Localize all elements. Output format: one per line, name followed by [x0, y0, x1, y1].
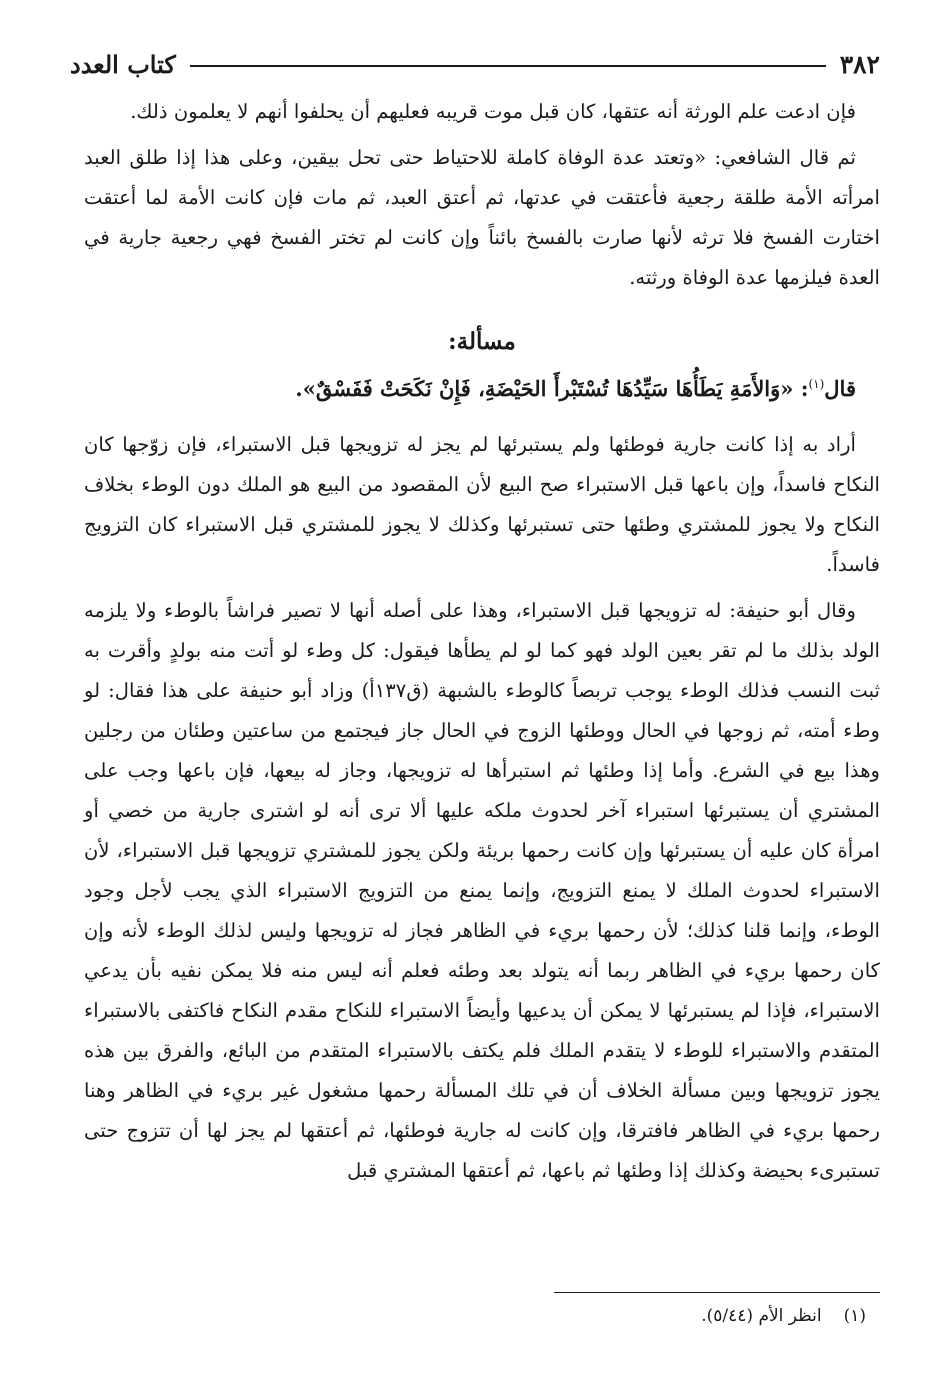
- page-number: ٣٨٢: [839, 49, 880, 79]
- paragraph-1: فإن ادعت علم الورثة أنه عتقها، كان قبل موت قريبه فعليهم أن يحلفوا أنهم لا يعلمون ذلك.: [130, 100, 856, 123]
- quote-prefix: قال: [824, 376, 856, 401]
- page-header: [70, 46, 880, 82]
- quote-body: : «وَالأَمَةِ يَطَأُهَا سَيِّدُهَا تُسْتَبْرأَ الحَيْضَةِ، فَإِنْ نَكَحَتْ فَفَسْقٌ».: [295, 376, 809, 401]
- footnote-number: (١): [843, 1306, 866, 1326]
- section-heading: مسألة:: [448, 328, 516, 355]
- paragraph-2: ثم قال الشافعي: «وتعتد عدة الوفاة كاملة للاحتياط حتى تحل بيقين، وعلى هذا إذا طلق العبد امرأته الأمة طلقة رجعية فأعتقت في عدتها، ثم أعتق العبد، ثم مات فإن كانت الأمة لما أعتقت اختارت الفسخ فلا ترثه لأنها صارت بالفسخ بائناً وإن كانت لم تختر الفسخ فهي رجعية جارية في العدة فيلزمها عدة الوفاة ورثته.: [84, 146, 880, 289]
- paragraph-3: أراد به إذا كانت جارية فوطئها ولم يستبرئها لم يجز له تزويجها قبل الاستبراء، فإن زوّجها كان النكاح فاسداً، وإن باعها قبل الاستبراء صح البيع لأن المقصود من البيع هو الملك دون الوطء بخلاف النكاح ولا يجوز للمشتري وطئها حتى تستبرئها وكذلك لا يجوز للمشتري قبل الاستبراء كان التزويج فاسداً.: [84, 433, 880, 576]
- footnote-text: انظر الأم (٥/٤٤).: [701, 1306, 822, 1326]
- footnote: [84, 1302, 866, 1330]
- header-rule: [190, 65, 826, 67]
- paragraph-4: وقال أبو حنيفة: له تزويجها قبل الاستبراء، وهذا على أصله أنها لا تصير فراشاً بالوطء ولا يلزمه الولد بذلك ما لم تقر بعين الولد فهو كما لو لم يطأها فيقول: كل وطء لو أتت منه بولدٍ وأقرت به ثبت النسب فذلك الوطء يوجب تربصاً كالوطء بالشبهة (ق١٣٧أ) وزاد أبو حنيفة على هذا فقال: لو وطء أمته، ثم زوجها في الحال ووطئها الزوج في الحال جاز فيجتمع من ساعتين وطئان من رجلين وهذا بيع في الشرع. وأما إذا وطئها ثم استبرأها له تزويجها، وجاز له بيعها، فإن باعها وجب على المشتري أن يستبرئها استبراء آخر لحدوث ملكه عليها ألا ترى أنه لو اشترى جارية من خصي أو امرأة كان عليه أن يستبرئها وإن كانت رحمها بريئة ولكن يجوز للمشتري تزويجها قبل الاستبراء، لأن الاستبراء لحدوث الملك لا يمنع التزويج، وإنما يمنع من التزويج الاستبراء الذي يجب لأجل وجود الوطء، وإنما قلنا كذلك؛ لأن رحمها بريء في الظاهر فجاز له تزويجها وليس لذلك الوطء لأنه وإن كان رحمها بريء في الظاهر ربما أنه يتولد بعد وطئه فعلم أنه ليس منه فلا يمكن نفيه بأن يدعي الاستبراء، فإذا لم يستبرئها لا يمكن أن يدعيها وأيضاً الاستبراء للنكاح مقدم النكاح فاكتفى بالاستبراء المتقدم والاستبراء للوطء لا يتقدم الملك فلم يكتف بالاستبراء المتقدم من البائع، والفرق بين هذه يجوز تزويجها وبين مسألة الخلاف أن في تلك المسألة رحمها مشغول غير بريء في الظاهر وهنا رحمها بريء في الظاهر فافترقا، وإن كانت له جارية فوطئها، ثم أعتقها لم يجز لها أن تتزوج حتى تستبرىء بحيضة وكذلك إذا وطئها ثم باعها، ثم أعتقها المشتري قبل: [84, 599, 880, 1182]
- body-text: [84, 92, 880, 1207]
- running-title: كتاب العدد: [70, 49, 176, 79]
- footnote-rule: [554, 1292, 880, 1293]
- footnote-ref[interactable]: (١): [808, 377, 825, 391]
- quoted-text: [84, 364, 880, 409]
